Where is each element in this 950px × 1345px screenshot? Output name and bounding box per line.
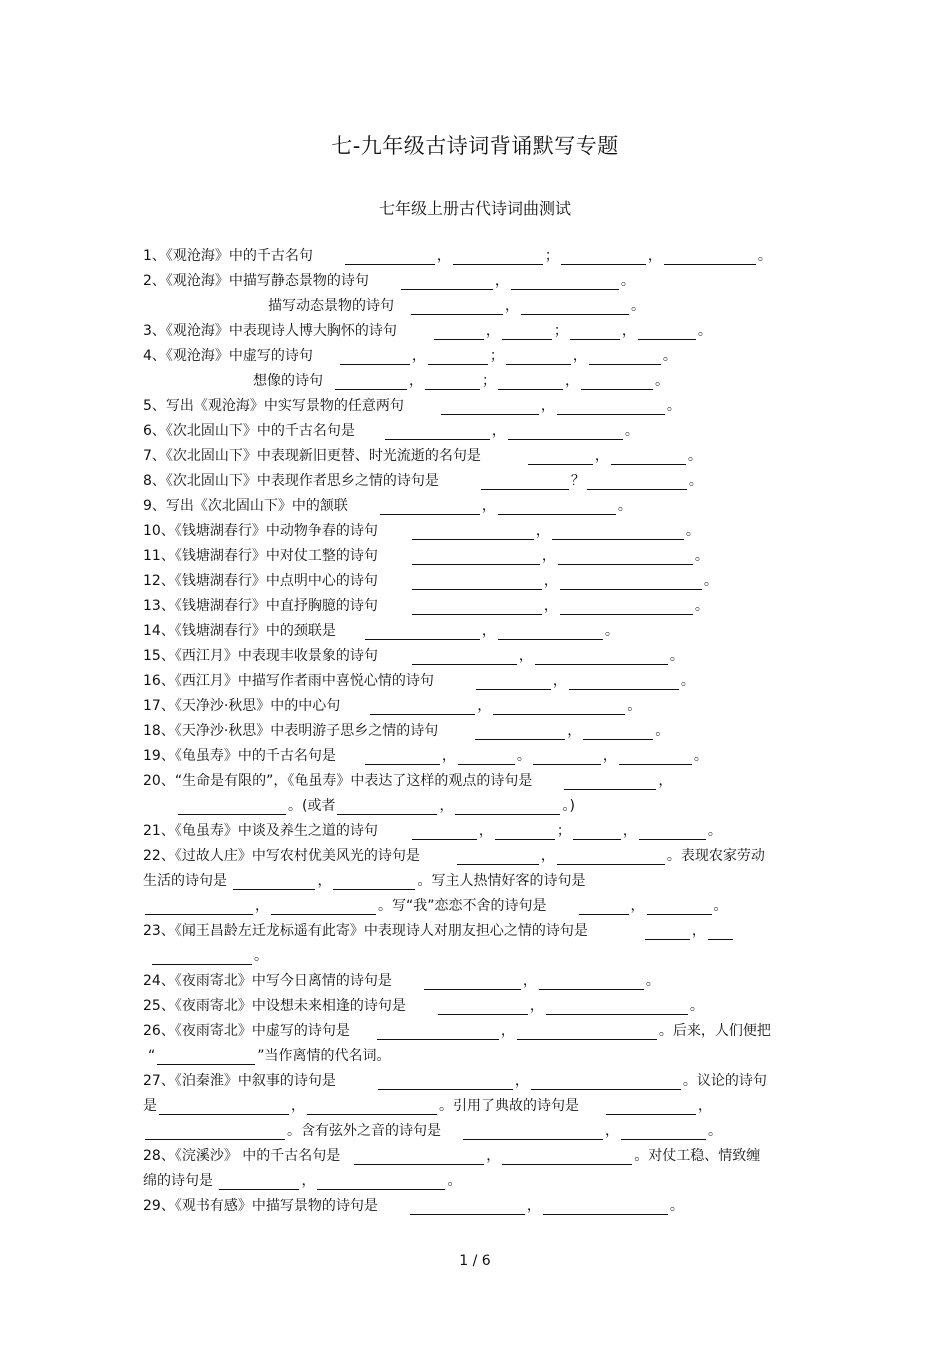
question-text: ”当作离情的代名词。 bbox=[257, 1048, 391, 1064]
punctuation: ， bbox=[317, 873, 332, 889]
answer-blank[interactable] bbox=[271, 900, 376, 915]
answer-blank[interactable] bbox=[476, 675, 551, 690]
answer-blank[interactable] bbox=[543, 1200, 668, 1215]
punctuation: ， bbox=[478, 823, 493, 839]
punctuation: 。) bbox=[562, 798, 575, 814]
answer-blank[interactable] bbox=[561, 250, 646, 265]
question-text: 。表现农家劳动 bbox=[666, 848, 765, 864]
answer-blank[interactable] bbox=[552, 525, 684, 540]
answer-blank[interactable] bbox=[377, 1025, 499, 1040]
punctuation: 。 bbox=[693, 748, 708, 764]
punctuation: 。 bbox=[655, 723, 670, 739]
answer-blank[interactable] bbox=[579, 900, 629, 915]
punctuation: ， bbox=[411, 348, 426, 364]
punctuation: ， bbox=[481, 623, 496, 639]
question-line bbox=[253, 372, 669, 390]
punctuation: ， bbox=[301, 1173, 316, 1189]
punctuation: 。 bbox=[708, 1123, 722, 1139]
answer-blank[interactable] bbox=[475, 725, 565, 740]
punctuation: ； bbox=[544, 248, 559, 264]
punctuation: ， bbox=[491, 423, 506, 439]
answer-blank[interactable] bbox=[411, 300, 503, 315]
question-line bbox=[143, 1072, 767, 1090]
question-line bbox=[143, 747, 708, 765]
punctuation: ， bbox=[291, 1098, 305, 1114]
answer-blank[interactable] bbox=[345, 250, 435, 265]
question-text: 。写主人热情好客的诗句是 bbox=[417, 873, 586, 889]
punctuation: ； bbox=[482, 373, 496, 389]
question-line bbox=[143, 922, 735, 940]
question-line bbox=[150, 947, 268, 965]
answer-blank[interactable] bbox=[233, 875, 315, 890]
punctuation: 。 bbox=[687, 448, 702, 464]
question-line bbox=[143, 597, 709, 615]
answer-blank[interactable] bbox=[365, 625, 480, 640]
punctuation: ， bbox=[594, 448, 609, 464]
punctuation: ， bbox=[529, 998, 544, 1014]
punctuation: ， bbox=[541, 548, 556, 564]
punctuation: 。 bbox=[689, 998, 704, 1014]
punctuation: ， bbox=[436, 248, 451, 264]
punctuation: ； bbox=[489, 348, 504, 364]
punctuation: ， bbox=[543, 598, 558, 614]
answer-blank[interactable] bbox=[708, 925, 733, 940]
question-line bbox=[143, 547, 709, 565]
answer-blank[interactable] bbox=[619, 750, 692, 765]
punctuation: ， bbox=[630, 898, 645, 914]
punctuation: 。 bbox=[254, 948, 268, 964]
question-text: “ bbox=[148, 1048, 156, 1064]
answer-blank[interactable] bbox=[611, 450, 686, 465]
punctuation: 。 bbox=[703, 573, 718, 589]
punctuation: 。 bbox=[645, 973, 660, 989]
punctuation: ， bbox=[255, 898, 269, 914]
question-line bbox=[143, 447, 702, 465]
punctuation: ， bbox=[602, 748, 617, 764]
punctuation: ， bbox=[691, 923, 706, 939]
question-text: 12、《钱塘湖春行》中点明中心的诗句 bbox=[143, 573, 378, 589]
question-text: 21、《龟虽寿》中谈及养生之道的诗句 bbox=[143, 823, 378, 839]
answer-blank[interactable] bbox=[606, 1100, 696, 1115]
question-text: 生活的诗句是 bbox=[143, 873, 232, 889]
question-text: 18、《天净沙·秋思》中表明游子思乡之情的诗句 bbox=[143, 723, 439, 739]
answer-blank[interactable] bbox=[511, 275, 619, 290]
answer-blank[interactable] bbox=[370, 700, 475, 715]
answer-blank[interactable] bbox=[589, 350, 661, 365]
answer-blank[interactable] bbox=[335, 375, 407, 390]
answer-blank[interactable] bbox=[502, 1150, 632, 1165]
answer-blank[interactable] bbox=[639, 825, 706, 840]
punctuation: ？ bbox=[570, 473, 585, 489]
punctuation: 。 bbox=[631, 298, 645, 314]
punctuation: 。 bbox=[617, 498, 632, 514]
answer-blank[interactable] bbox=[498, 500, 616, 515]
punctuation: ， bbox=[526, 1198, 541, 1214]
answer-blank[interactable] bbox=[569, 675, 679, 690]
question-line bbox=[143, 1097, 712, 1115]
answer-blank[interactable] bbox=[145, 900, 253, 915]
question-text: 29、《观书有感》中描写景物的诗句是 bbox=[143, 1198, 378, 1214]
question-text: 1、《观沧海》中的千古名句 bbox=[143, 248, 313, 264]
punctuation: 。 bbox=[669, 1198, 684, 1214]
answer-blank[interactable] bbox=[354, 1150, 484, 1165]
answer-blank[interactable] bbox=[412, 575, 542, 590]
punctuation: 。 bbox=[697, 323, 712, 339]
question-text: 8、《次北固山下》中表现作者思乡之情的诗句是 bbox=[143, 473, 439, 489]
answer-blank[interactable] bbox=[557, 400, 665, 415]
answer-blank[interactable] bbox=[425, 375, 480, 390]
question-text: 2、《观沧海》中描写静态景物的诗句 bbox=[143, 273, 369, 289]
question-text: 17、《天净沙·秋思》中的中心句 bbox=[143, 698, 341, 714]
question-text: 。后来，人们便把 bbox=[658, 1023, 771, 1039]
answer-blank[interactable] bbox=[412, 600, 542, 615]
punctuation: ， bbox=[481, 498, 496, 514]
question-line bbox=[143, 347, 677, 365]
answer-blank[interactable] bbox=[219, 1175, 299, 1190]
punctuation: ， bbox=[567, 723, 582, 739]
answer-blank[interactable] bbox=[159, 1100, 289, 1115]
answer-blank[interactable] bbox=[557, 850, 665, 865]
question-text: 。含有弦外之音的诗句是 bbox=[287, 1123, 441, 1139]
answer-blank[interactable] bbox=[145, 1125, 285, 1140]
question-text: 想像的诗句 bbox=[253, 373, 323, 389]
answer-blank[interactable] bbox=[560, 600, 693, 615]
question-text: 11、《钱塘湖春行》中对仗工整的诗句 bbox=[143, 548, 378, 564]
punctuation: 。(或者 bbox=[288, 798, 336, 814]
question-text: 24、《夜雨寄北》中写今日离情的诗句是 bbox=[143, 973, 392, 989]
answer-blank[interactable] bbox=[434, 325, 484, 340]
question-line bbox=[176, 797, 575, 815]
answer-blank[interactable] bbox=[583, 725, 653, 740]
question-line bbox=[143, 572, 718, 590]
answer-blank[interactable] bbox=[521, 300, 629, 315]
question-line bbox=[143, 997, 704, 1015]
punctuation: ， bbox=[505, 298, 519, 314]
page-number: 1 / 6 bbox=[459, 1253, 491, 1269]
punctuation: 。 bbox=[707, 823, 722, 839]
question-text: 15、《西江月》中表现丰收景象的诗句 bbox=[143, 648, 378, 664]
punctuation: ， bbox=[621, 323, 636, 339]
answer-blank[interactable] bbox=[493, 700, 625, 715]
answer-blank[interactable] bbox=[528, 450, 593, 465]
question-line bbox=[268, 297, 645, 315]
question-text: 。议论的诗句 bbox=[682, 1073, 767, 1089]
answer-blank[interactable] bbox=[664, 250, 756, 265]
question-line bbox=[143, 772, 672, 790]
question-line bbox=[143, 822, 722, 840]
punctuation: ， bbox=[535, 523, 550, 539]
question-text: 7、《次北固山下》中表现新旧更替、时光流逝的名句是 bbox=[143, 448, 481, 464]
punctuation: 。 bbox=[757, 248, 772, 264]
punctuation: ， bbox=[409, 373, 423, 389]
question-line bbox=[143, 847, 765, 865]
answer-blank[interactable] bbox=[539, 975, 644, 990]
question-line bbox=[148, 1047, 391, 1065]
question-line bbox=[143, 497, 632, 515]
punctuation: ， bbox=[565, 373, 579, 389]
punctuation: ， bbox=[477, 698, 492, 714]
answer-blank[interactable] bbox=[517, 1025, 657, 1040]
answer-blank[interactable] bbox=[506, 350, 571, 365]
answer-blank[interactable] bbox=[380, 500, 480, 515]
answer-blank[interactable] bbox=[412, 650, 517, 665]
punctuation: ， bbox=[622, 823, 637, 839]
question-line bbox=[143, 872, 585, 890]
answer-blank[interactable] bbox=[412, 525, 534, 540]
punctuation: ； bbox=[553, 323, 568, 339]
question-line bbox=[143, 1022, 771, 1040]
question-line bbox=[143, 1147, 760, 1165]
answer-blank[interactable] bbox=[508, 425, 623, 440]
answer-blank[interactable] bbox=[638, 325, 696, 340]
answer-blank[interactable] bbox=[495, 825, 555, 840]
answer-blank[interactable] bbox=[502, 325, 552, 340]
answer-blank[interactable] bbox=[152, 950, 252, 965]
punctuation: ， bbox=[698, 1098, 712, 1114]
question-line bbox=[143, 647, 684, 665]
answer-blank[interactable] bbox=[401, 275, 493, 290]
answer-blank[interactable] bbox=[560, 575, 702, 590]
answer-blank[interactable] bbox=[457, 850, 539, 865]
answer-blank[interactable] bbox=[378, 1075, 513, 1090]
answer-blank[interactable] bbox=[647, 900, 712, 915]
answer-blank[interactable] bbox=[621, 1125, 706, 1140]
question-text: 14、《钱塘湖春行》中的颈联是 bbox=[143, 623, 336, 639]
question-line bbox=[143, 1197, 684, 1215]
answer-blank[interactable] bbox=[428, 350, 488, 365]
punctuation: 。 bbox=[694, 548, 709, 564]
punctuation: ， bbox=[439, 798, 454, 814]
punctuation: ， bbox=[605, 1123, 619, 1139]
question-text: 3、《观沧海》中表现诗人博大胸怀的诗句 bbox=[143, 323, 397, 339]
document-title: 七-九年级古诗词背诵默写专题 bbox=[331, 134, 619, 158]
punctuation: 。 bbox=[447, 1173, 462, 1189]
answer-blank[interactable] bbox=[531, 1075, 681, 1090]
answer-blank[interactable] bbox=[438, 1000, 528, 1015]
punctuation: 。 bbox=[620, 273, 635, 289]
punctuation: ， bbox=[540, 848, 555, 864]
punctuation: ， bbox=[647, 248, 662, 264]
question-line bbox=[143, 1122, 722, 1140]
answer-blank[interactable] bbox=[573, 825, 621, 840]
punctuation: ， bbox=[552, 673, 567, 689]
answer-blank[interactable] bbox=[317, 1175, 445, 1190]
answer-blank[interactable] bbox=[333, 875, 415, 890]
question-text: 27、《泊秦淮》中叙事的诗句是 bbox=[143, 1073, 336, 1089]
punctuation: 。 bbox=[655, 373, 669, 389]
punctuation: 。 bbox=[627, 698, 642, 714]
question-text: 。写“我”恋恋不舍的诗句是 bbox=[378, 898, 547, 914]
answer-blank[interactable] bbox=[157, 1050, 255, 1065]
answer-blank[interactable] bbox=[455, 800, 560, 815]
question-line bbox=[143, 322, 712, 340]
question-text: 9、写出《次北固山下》中的颔联 bbox=[143, 498, 348, 514]
punctuation: 。 bbox=[694, 598, 709, 614]
question-line bbox=[143, 247, 772, 265]
question-line bbox=[143, 472, 703, 490]
answer-blank[interactable] bbox=[498, 625, 603, 640]
question-text: 4、《观沧海》中虚写的诗句 bbox=[143, 348, 313, 364]
question-line bbox=[143, 972, 660, 990]
question-text: 。引用了典故的诗句是 bbox=[439, 1098, 579, 1114]
answer-blank[interactable] bbox=[581, 375, 653, 390]
answer-blank[interactable] bbox=[412, 550, 540, 565]
question-line bbox=[143, 622, 619, 640]
punctuation: ， bbox=[540, 398, 555, 414]
punctuation: 。 bbox=[516, 748, 531, 764]
punctuation: 。 bbox=[669, 648, 684, 664]
question-text: 19、《龟虽寿》中的千古名句是 bbox=[143, 748, 336, 764]
answer-blank[interactable] bbox=[385, 425, 490, 440]
answer-blank[interactable] bbox=[178, 800, 286, 815]
answer-blank[interactable] bbox=[307, 1100, 437, 1115]
question-text: 25、《夜雨寄北》中设想未来相逢的诗句是 bbox=[143, 998, 406, 1014]
question-text: 描写动态景物的诗句 bbox=[268, 298, 394, 314]
answer-blank[interactable] bbox=[365, 750, 440, 765]
answer-blank[interactable] bbox=[424, 975, 521, 990]
answer-blank[interactable] bbox=[587, 475, 687, 490]
question-text: 6、《次北固山下》中的千古名句是 bbox=[143, 423, 355, 439]
punctuation: ， bbox=[572, 348, 587, 364]
punctuation: ； bbox=[556, 823, 571, 839]
punctuation: ， bbox=[658, 773, 673, 789]
question-line bbox=[143, 1172, 461, 1190]
section-subtitle: 七年级上册古代诗词曲测试 bbox=[378, 199, 571, 218]
answer-blank[interactable] bbox=[535, 650, 668, 665]
question-text: 5、写出《观沧海》中实写景物的任意两句 bbox=[143, 398, 404, 414]
answer-blank[interactable] bbox=[337, 800, 437, 815]
question-line bbox=[143, 672, 695, 690]
punctuation: 。 bbox=[685, 523, 700, 539]
answer-blank[interactable] bbox=[564, 775, 656, 790]
question-text: 绵的诗句是 bbox=[143, 1173, 218, 1189]
question-line bbox=[143, 397, 681, 415]
question-line bbox=[143, 422, 639, 440]
answer-blank[interactable] bbox=[463, 1125, 603, 1140]
answer-blank[interactable] bbox=[410, 1200, 525, 1215]
answer-blank[interactable] bbox=[645, 925, 690, 940]
punctuation: ， bbox=[543, 573, 558, 589]
question-text: 13、《钱塘湖春行》中直抒胸臆的诗句 bbox=[143, 598, 378, 614]
punctuation: 。 bbox=[713, 898, 728, 914]
punctuation: 。 bbox=[604, 623, 619, 639]
punctuation: ， bbox=[522, 973, 537, 989]
question-text: 23、《闻王昌龄左迁龙标遥有此寄》中表现诗人对朋友担心之情的诗句是 bbox=[143, 923, 588, 939]
question-line bbox=[143, 722, 669, 740]
punctuation: 。 bbox=[662, 348, 677, 364]
question-text: 22、《过故人庄》中写农村优美风光的诗句是 bbox=[143, 848, 420, 864]
punctuation: ， bbox=[500, 1023, 515, 1039]
question-text: 28、《浣溪沙》 中的千古名句是 bbox=[143, 1148, 341, 1164]
question-text: 是 bbox=[143, 1098, 157, 1114]
punctuation: ， bbox=[486, 1148, 501, 1164]
answer-blank[interactable] bbox=[453, 250, 543, 265]
punctuation: ， bbox=[514, 1073, 529, 1089]
question-text: 20、“生命是有限的”，《龟虽寿》中表达了这样的观点的诗句是 bbox=[143, 773, 533, 789]
punctuation: 。 bbox=[680, 673, 695, 689]
answer-blank[interactable] bbox=[498, 375, 563, 390]
answer-blank[interactable] bbox=[546, 1000, 688, 1015]
question-text: 26、《夜雨寄北》中虚写的诗句是 bbox=[143, 1023, 350, 1039]
answer-blank[interactable] bbox=[458, 750, 515, 765]
punctuation: 。 bbox=[688, 473, 703, 489]
punctuation: 。 bbox=[624, 423, 639, 439]
question-line bbox=[143, 897, 728, 915]
answer-blank[interactable] bbox=[570, 325, 620, 340]
answer-blank[interactable] bbox=[340, 350, 410, 365]
answer-blank[interactable] bbox=[441, 400, 539, 415]
answer-blank[interactable] bbox=[533, 750, 601, 765]
punctuation: ， bbox=[494, 273, 509, 289]
question-line bbox=[143, 272, 635, 290]
punctuation: 。 bbox=[666, 398, 681, 414]
punctuation: ， bbox=[518, 648, 533, 664]
question-text: 。对仗工稳、情致缠 bbox=[634, 1148, 761, 1164]
punctuation: ， bbox=[441, 748, 456, 764]
question-text: 16、《西江月》中描写作者雨中喜悦心情的诗句 bbox=[143, 673, 434, 689]
answer-blank[interactable] bbox=[412, 825, 477, 840]
question-line bbox=[143, 522, 700, 540]
answer-blank[interactable] bbox=[558, 550, 693, 565]
question-line bbox=[143, 697, 641, 715]
punctuation: ， bbox=[485, 323, 500, 339]
answer-blank[interactable] bbox=[481, 475, 569, 490]
question-text: 10、《钱塘湖春行》中动物争春的诗句 bbox=[143, 523, 378, 539]
